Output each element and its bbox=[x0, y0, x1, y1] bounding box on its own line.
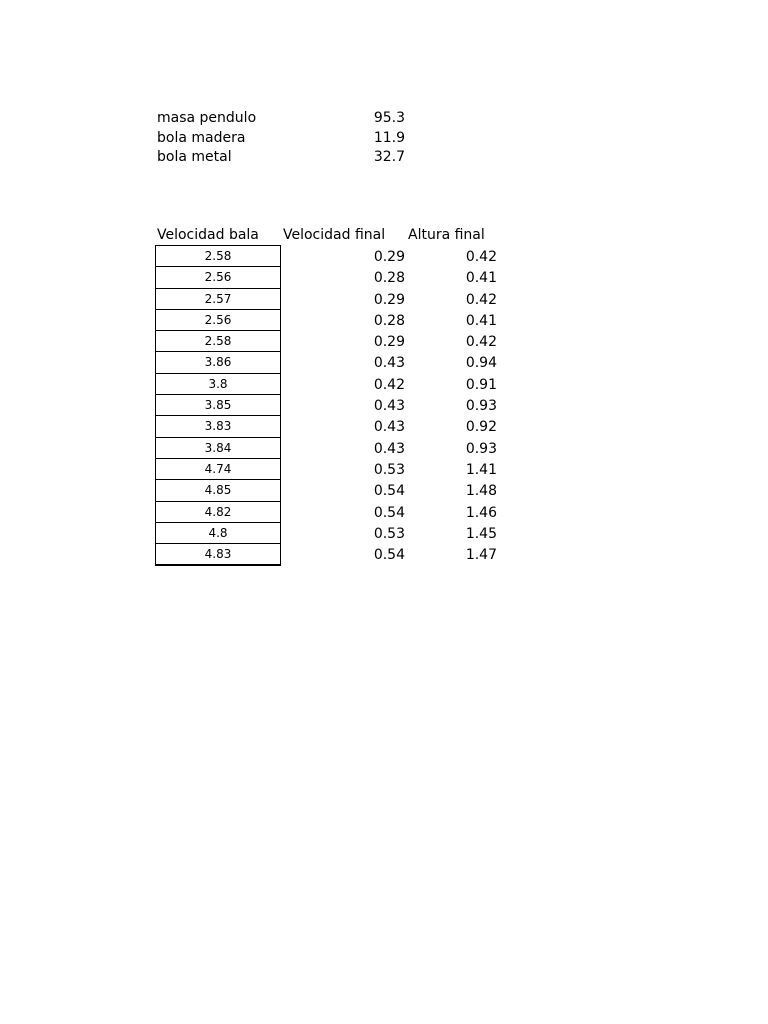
param-label: bola metal bbox=[157, 149, 232, 165]
cell-velocidad-final: 0.53 bbox=[373, 461, 405, 478]
cell-altura-final: 1.48 bbox=[465, 483, 497, 500]
cell-velocidad-bala: 3.84 bbox=[155, 437, 281, 458]
table-row bbox=[155, 479, 500, 500]
table-header-row bbox=[155, 226, 500, 245]
cell-velocidad-bala: 3.8 bbox=[155, 373, 281, 394]
cell-altura-final: 0.42 bbox=[465, 249, 497, 265]
cell-velocidad-final: 0.54 bbox=[373, 504, 405, 521]
param-label: masa pendulo bbox=[157, 110, 257, 126]
cell-altura-final: 0.93 bbox=[465, 398, 497, 415]
cell-altura-final: 0.93 bbox=[465, 440, 497, 457]
cell-altura-final: 1.47 bbox=[465, 547, 497, 564]
cell-velocidad-final: 0.43 bbox=[373, 440, 405, 457]
cell-velocidad-bala: 2.56 bbox=[155, 266, 281, 287]
cell-altura-final: 1.45 bbox=[465, 525, 497, 542]
param-value: 95.3 bbox=[373, 110, 405, 126]
table-row bbox=[155, 373, 500, 394]
table-row bbox=[155, 394, 500, 415]
table-row bbox=[155, 266, 500, 287]
cell-altura-final: 0.41 bbox=[465, 312, 497, 329]
cell-altura-final: 0.41 bbox=[465, 270, 497, 287]
cell-velocidad-final: 0.28 bbox=[373, 312, 405, 329]
cell-velocidad-final: 0.54 bbox=[373, 547, 405, 564]
cell-velocidad-bala: 4.8 bbox=[155, 522, 281, 543]
cell-velocidad-final: 0.29 bbox=[373, 291, 405, 308]
header-velocidad-final: Velocidad final bbox=[283, 227, 386, 243]
cell-velocidad-bala: 3.83 bbox=[155, 415, 281, 436]
table-row bbox=[155, 522, 500, 543]
param-row-bola-madera bbox=[157, 129, 407, 149]
results-table bbox=[155, 226, 500, 564]
cell-velocidad-bala: 4.82 bbox=[155, 501, 281, 522]
cell-velocidad-bala: 2.56 bbox=[155, 309, 281, 330]
cell-altura-final: 0.42 bbox=[465, 291, 497, 308]
cell-velocidad-final: 0.53 bbox=[373, 525, 405, 542]
cell-velocidad-bala: 3.86 bbox=[155, 351, 281, 372]
param-row-masa-pendulo bbox=[157, 109, 407, 129]
param-value: 32.7 bbox=[373, 149, 405, 165]
cell-velocidad-final: 0.28 bbox=[373, 270, 405, 287]
cell-velocidad-final: 0.29 bbox=[373, 334, 405, 351]
table-row bbox=[155, 501, 500, 522]
table-row bbox=[155, 245, 500, 266]
table-row bbox=[155, 437, 500, 458]
cell-altura-final: 1.46 bbox=[465, 504, 497, 521]
cell-velocidad-final: 0.43 bbox=[373, 398, 405, 415]
parameters-block bbox=[157, 109, 407, 168]
table-row bbox=[155, 543, 500, 564]
table-row bbox=[155, 351, 500, 372]
table-row bbox=[155, 309, 500, 330]
param-value: 11.9 bbox=[373, 129, 405, 146]
cell-altura-final: 0.91 bbox=[465, 376, 497, 393]
cell-velocidad-bala: 3.85 bbox=[155, 394, 281, 415]
table-row bbox=[155, 458, 500, 479]
param-label: bola madera bbox=[157, 129, 246, 146]
cell-velocidad-bala: 4.83 bbox=[155, 543, 281, 566]
cell-velocidad-bala: 4.74 bbox=[155, 458, 281, 479]
table-row bbox=[155, 288, 500, 309]
cell-velocidad-final: 0.29 bbox=[373, 249, 405, 265]
cell-velocidad-bala: 2.58 bbox=[155, 245, 281, 266]
cell-velocidad-final: 0.43 bbox=[373, 355, 405, 372]
cell-velocidad-bala: 4.85 bbox=[155, 479, 281, 500]
table-row bbox=[155, 415, 500, 436]
cell-velocidad-bala: 2.57 bbox=[155, 288, 281, 309]
header-altura-final: Altura final bbox=[408, 227, 485, 243]
table-row bbox=[155, 330, 500, 351]
cell-velocidad-final: 0.43 bbox=[373, 419, 405, 436]
cell-velocidad-final: 0.54 bbox=[373, 483, 405, 500]
cell-velocidad-final: 0.42 bbox=[373, 376, 405, 393]
header-velocidad-bala: Velocidad bala bbox=[157, 227, 259, 243]
cell-altura-final: 0.42 bbox=[465, 334, 497, 351]
table-body bbox=[155, 245, 500, 564]
cell-altura-final: 1.41 bbox=[465, 461, 497, 478]
cell-velocidad-bala: 2.58 bbox=[155, 330, 281, 351]
cell-altura-final: 0.92 bbox=[465, 419, 497, 436]
param-row-bola-metal bbox=[157, 148, 407, 168]
cell-altura-final: 0.94 bbox=[465, 355, 497, 372]
